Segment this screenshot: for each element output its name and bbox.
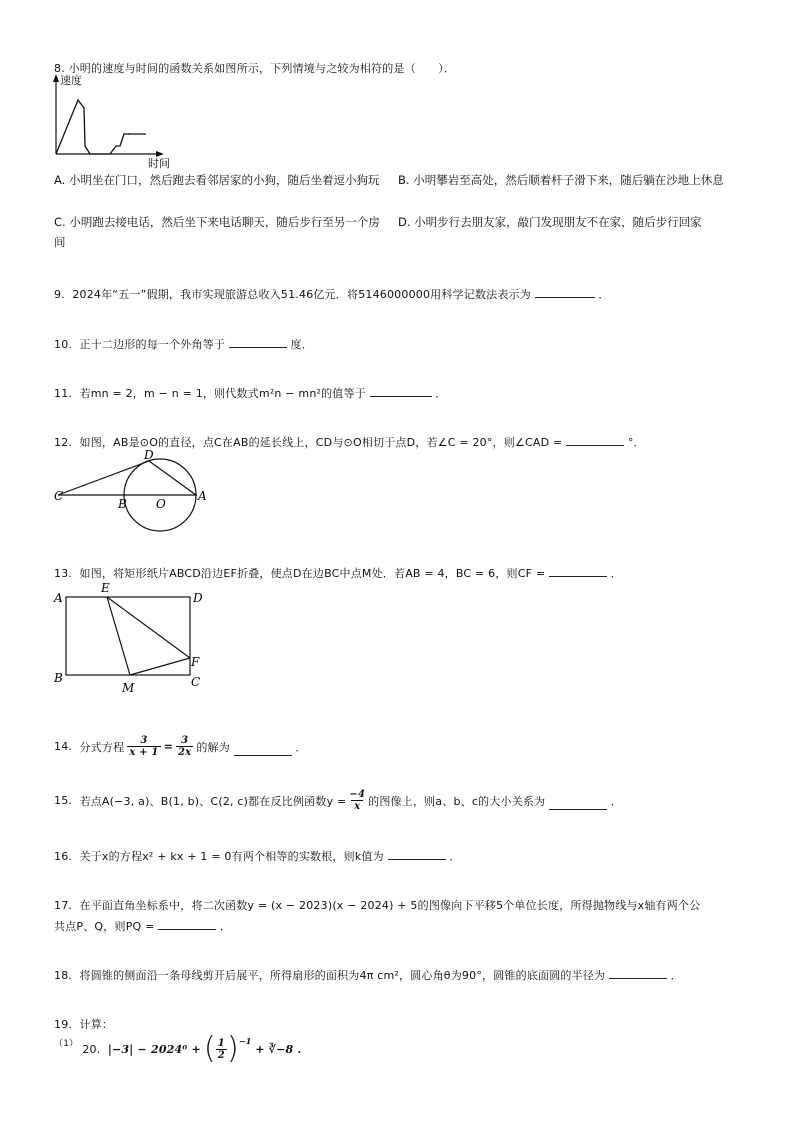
q13-label-m: M: [122, 681, 135, 695]
q8-option-c[interactable]: C. 小明跑去接电话，然后坐下来电话聊天，随后步行至另一个房间: [54, 215, 380, 249]
q8-option-d[interactable]: D. 小明步行去朋友家，敲门发现朋友不在家，随后步行回家: [398, 215, 702, 229]
q19-sub-number: 20.: [82, 1042, 101, 1056]
q8-speed-curve: [56, 100, 130, 154]
q19-header: 19. 计算：: [54, 1018, 114, 1031]
q14-lhs-fraction: $\frac{3}{x + 1}$: [129, 735, 159, 758]
q19-power: −1: [238, 1036, 252, 1046]
q12-text: 如图，AB是⊙O的直径，点C在AB的延长线上，CD与⊙O相切于点D，若∠C = 20°，则∠CAD =: [79, 436, 563, 449]
q8-option-a[interactable]: A. 小明坐在门口，然后跑去看邻居家的小狗，随后坐着逗小狗玩: [54, 173, 380, 187]
q18-text: 将圆锥的侧面沿一条母线剪开后展平，所得扇形的面积为4π cm²，圆心角θ为90°，圆锥的底面圆的半径为: [79, 969, 606, 982]
q13-label-e: E: [101, 581, 110, 595]
q13-figure: [50, 580, 210, 698]
q9-text: 2024年“五一”假期，我市实现旅游总收入51.46亿元．将5146000000用科学记数法表示为: [72, 288, 531, 301]
q13-line-mf: [130, 658, 190, 675]
q9-answer-blank[interactable]: [535, 287, 595, 298]
q14-post: 的解为: [196, 740, 230, 754]
q12-label-b: B: [118, 497, 127, 511]
q13-label-f: F: [191, 655, 200, 669]
q10-text: 正十二边形的每一个外角等于: [79, 338, 226, 351]
q13-line-em: [107, 597, 130, 675]
q12-label-d: D: [144, 450, 154, 462]
q12-tangent-cd: [58, 461, 149, 495]
q10-answer-blank[interactable]: [229, 337, 287, 348]
q14-pre: 分式方程: [79, 740, 125, 754]
q13-text: 如图，将矩形纸片ABCD沿边EF折叠，使点D在边BC中点M处．若AB = 4，BC = 6，则CF =: [79, 567, 546, 580]
q14-answer-blank[interactable]: [234, 745, 292, 756]
q19-expr-a: |−3| − 2024⁰ +: [107, 1042, 201, 1056]
q15-fraction: $\frac{-4}{x}$: [349, 789, 366, 812]
q19-expr-b: + ∛−8 .: [255, 1042, 302, 1056]
q19-fraction: 1 2: [217, 1037, 225, 1061]
q19-left-paren: (: [203, 1031, 216, 1066]
q12-figure: [50, 450, 220, 534]
q12-label-o: O: [156, 497, 166, 511]
q17-line2: 共点P、Q，则PQ = ．: [54, 920, 232, 933]
q12-answer-blank[interactable]: [566, 435, 624, 446]
q14-rhs-fraction: $\frac{3}{2x}$: [178, 735, 192, 758]
q12-chord-da: [149, 461, 196, 495]
q13-label-c: C: [191, 675, 201, 689]
q17-answer-blank[interactable]: [158, 919, 216, 930]
q12-label-a: A: [198, 489, 207, 503]
q9: 9. 2024年“五一”假期，我市实现旅游总收入51.46亿元．将5146000000用科学记数法表示为 ．: [54, 288, 610, 301]
q8-stem: 8. 小明的速度与时间的函数关系如图所示，下列情境与之较为相符的是（ ）．: [54, 62, 456, 75]
q11-answer-blank[interactable]: [370, 386, 432, 397]
q15: 15. 若点A(−3, a)、B(1, b)、C(2, c)都在反比例函数y = $\frac{-4}{x}$ 的图像上，则a、b、c的大小关系为 ．: [54, 789, 622, 812]
q13-fold-ef: [107, 597, 190, 658]
q15-post: 的图像上，则a、b、c的大小关系为: [368, 794, 546, 808]
q17-line1: 17. 在平面直角坐标系中，将二次函数y = (x − 2023)(x − 2024) + 5的图像向下平移5个单位长度，所得抛物线与x轴有两个公: [54, 899, 701, 912]
q12: 12. 如图，AB是⊙O的直径，点C在AB的延长线上，CD与⊙O相切于点D，若∠C = 20°，则∠CAD = °．: [54, 436, 645, 449]
q16: 16. 关于x的方程x² + kx + 1 = 0有两个相等的实数根，则k值为 ．: [54, 850, 461, 863]
q11-text: 若mn = 2，m − n = 1，则代数式m²n − mn²的值等于: [79, 387, 366, 400]
q15-answer-blank[interactable]: [549, 799, 607, 810]
q11: 11. 若mn = 2，m − n = 1，则代数式m²n − mn²的值等于 ．: [54, 387, 447, 400]
q8-y-label: 速度: [60, 74, 82, 87]
q19-right-paren: ): [226, 1031, 239, 1066]
q8-y-arrow: [53, 74, 59, 82]
q18-answer-blank[interactable]: [609, 968, 667, 979]
q8-option-b[interactable]: B. 小明攀岩至高处，然后顺着杆子滑下来，随后躺在沙地上休息: [398, 173, 724, 187]
q13-answer-blank[interactable]: [549, 566, 607, 577]
q16-answer-blank[interactable]: [388, 849, 446, 860]
q18: 18. 将圆锥的侧面沿一条母线剪开后展平，所得扇形的面积为4π cm²，圆心角θ为90°，圆锥的底面圆的半径为 ．: [54, 969, 682, 982]
q13: 13. 如图，将矩形纸片ABCD沿边EF折叠，使点D在边BC中点M处．若AB = 4，BC = 6，则CF = ．: [54, 567, 622, 580]
q19-sub-label: （1）: [54, 1039, 79, 1049]
q13-label-a: A: [54, 591, 63, 605]
q15-pre: 若点A(−3, a)、B(1, b)、C(2, c)都在反比例函数y =: [79, 794, 347, 808]
q13-label-d: D: [193, 591, 203, 605]
q10: 10. 正十二边形的每一个外角等于 度．: [54, 338, 313, 351]
q19-sub-1: [54, 1031, 302, 1066]
q8-x-label: 时间: [148, 157, 170, 170]
q13-label-b: B: [54, 671, 63, 685]
q14: 14. 分式方程 $\frac{3}{x + 1}$ = $\frac{3}{2x}$ 的解为 ．: [54, 735, 307, 758]
q16-text: 关于x的方程x² + kx + 1 = 0有两个相等的实数根，则k值为: [79, 850, 384, 863]
q12-label-c: C: [54, 489, 64, 503]
